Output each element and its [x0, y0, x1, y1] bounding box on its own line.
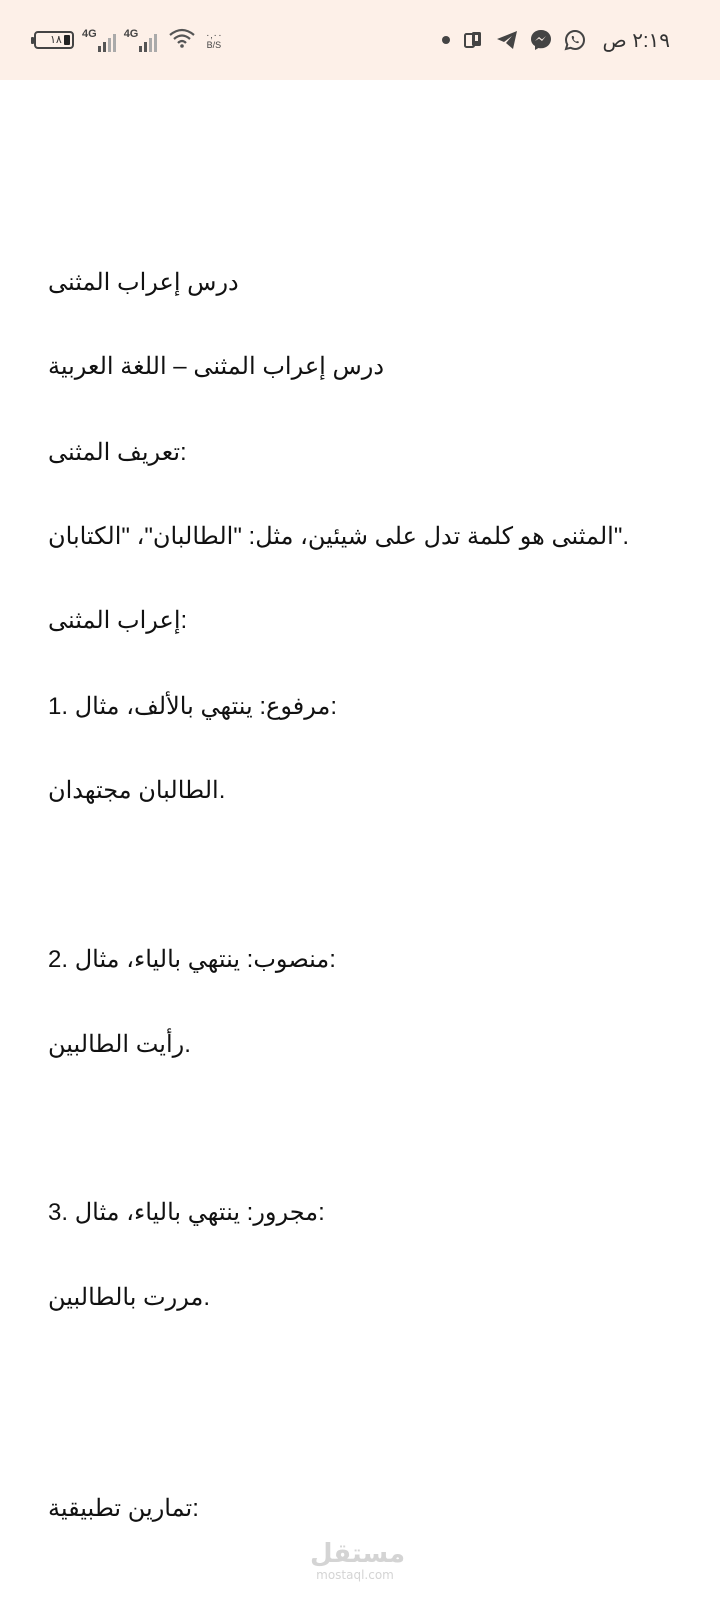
signal-icon-1	[82, 28, 116, 52]
wifi-icon	[169, 28, 195, 53]
battery-level: ١٨	[50, 34, 62, 46]
doc-line-text: تمارين تطبيقية:	[48, 1495, 199, 1522]
whatsapp-icon	[564, 29, 586, 51]
status-bar	[0, 0, 720, 80]
doc-line-text: إعراب المثنى:	[48, 607, 188, 634]
doc-line-text: المثنى هو كلمة تدل على شيئين، مثل: "الطالبان"، "الكتابان".	[48, 523, 630, 550]
doc-line-text: 2. منصوب: ينتهي بالياء، مثال:	[48, 946, 336, 973]
network-speed	[205, 30, 222, 50]
doc-line-text: الطالبان مجتهدان.	[48, 777, 226, 804]
doc-line-text: 3. مجرور: ينتهي بالياء، مثال:	[48, 1199, 325, 1226]
speed-unit: B/S	[206, 40, 222, 50]
network-type-2: 4G	[123, 28, 139, 40]
dot-icon	[442, 36, 450, 44]
doc-line-text: درس إعراب المثنى	[48, 269, 239, 296]
watermark-sub: mostaql.com	[316, 1568, 394, 1582]
doc-line-text: 1. مرفوع: ينتهي بالألف، مثال:	[48, 693, 337, 720]
doc-line-text: مررت بالطالبين.	[48, 1284, 210, 1311]
battery-icon	[34, 31, 74, 49]
watermark-main: مستقل	[310, 1539, 406, 1569]
status-left-group	[34, 26, 222, 54]
doc-line-text: رأيت الطالبين.	[48, 1031, 191, 1058]
messenger-icon	[530, 29, 552, 51]
telegram-icon	[496, 29, 518, 51]
clock: ٢:١٩ ص	[602, 29, 670, 52]
parallel-app-icon	[462, 29, 484, 51]
doc-line-text: درس إعراب المثنى – اللغة العربية	[48, 353, 385, 380]
doc-line-text: تعريف المثنى:	[48, 439, 187, 466]
signal-icon-2	[124, 28, 158, 52]
status-right-group	[442, 26, 670, 54]
speed-value: ٠,٠٠	[205, 30, 223, 40]
mostaql-watermark-logo	[310, 1539, 406, 1582]
network-type-1: 4G	[82, 28, 97, 40]
